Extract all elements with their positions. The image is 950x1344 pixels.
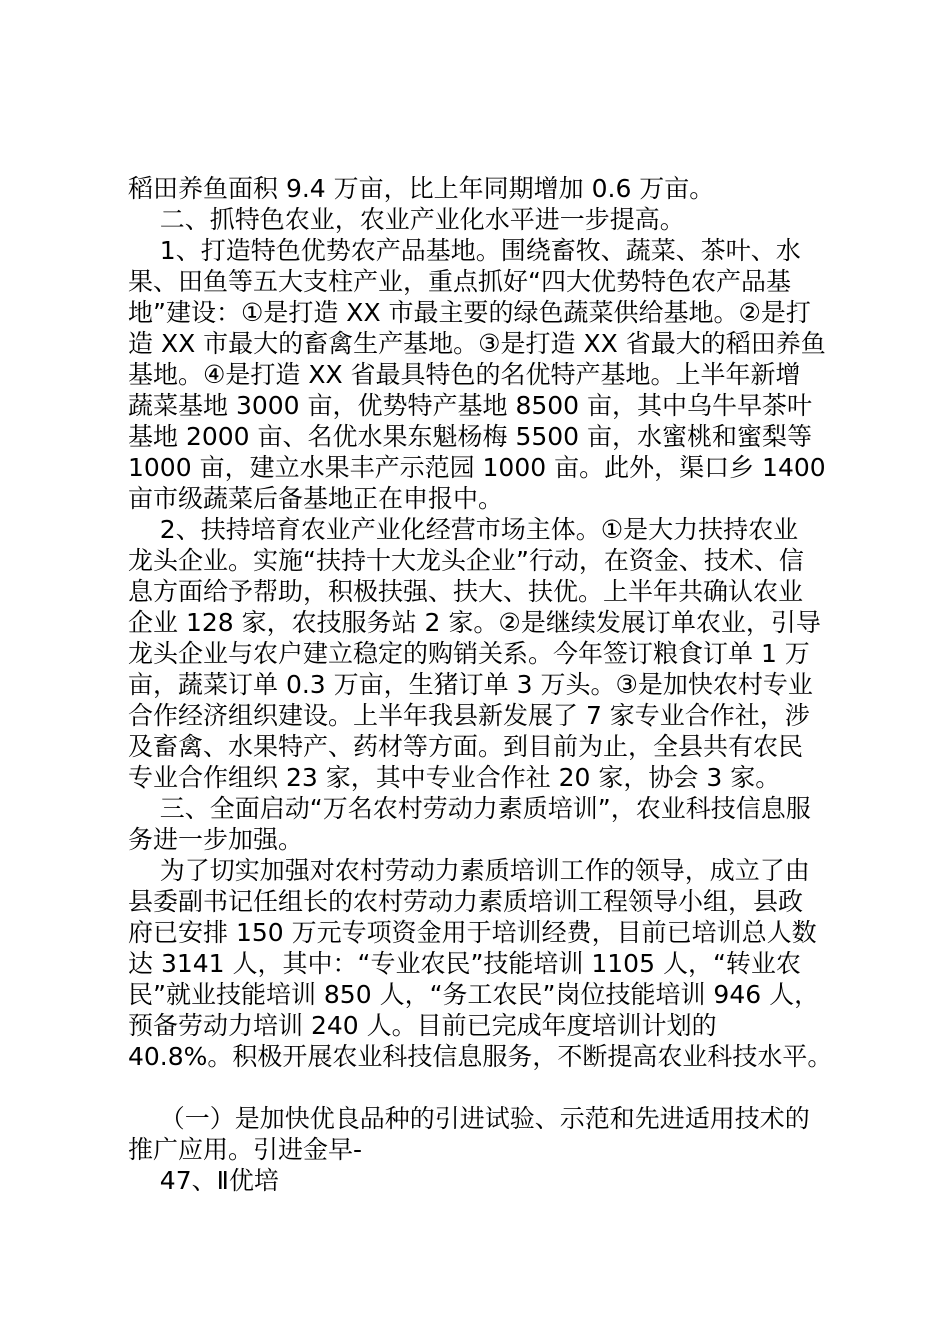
text-line: 47、Ⅱ优培 — [128, 1166, 279, 1195]
text-line: 40.8%。积极开展农业科技信息服务，不断提高农业科技水平。 — [128, 1042, 833, 1071]
text-line: 息方面给予帮助，积极扶强、扶大、扶优。上半年共确认农业 — [128, 577, 804, 606]
text-line: 1000 亩，建立水果丰产示范园 1000 亩。此外，渠口乡 1400 — [128, 453, 826, 482]
text-line: 府已安排 150 万元专项资金用于培训经费，目前已培训总人数 — [128, 918, 817, 947]
text-line: 稻田养鱼面积 9.4 万亩，比上年同期增加 0.6 万亩。 — [128, 174, 715, 203]
text-line: 亩市级蔬菜后备基地正在申报中。 — [128, 484, 504, 513]
text-line: （一）是加快优良品种的引进试验、示范和先进适用技术的 — [128, 1104, 810, 1133]
text-line: 三、全面启动“万名农村劳动力素质培训”，农业科技信息服 — [128, 794, 811, 823]
text-line: 龙头企业与农户建立稳定的购销关系。今年签订粮食订单 1 万 — [128, 639, 810, 668]
text-line: 蔬菜基地 3000 亩，优势特产基地 8500 亩，其中乌牛早茶叶 — [128, 391, 813, 420]
text-line: 达 3141 人，其中：“专业农民”技能培训 1105 人，“转业农 — [128, 949, 801, 978]
text-line: 地”建设：①是打造 XX 市最主要的绿色蔬菜供给基地。②是打 — [128, 298, 811, 327]
text-line: 为了切实加强对农村劳动力素质培训工作的领导，成立了由 — [128, 856, 810, 885]
text-line: 基地 2000 亩、名优水果东魁杨梅 5500 亩，水蜜桃和蜜梨等 — [128, 422, 813, 451]
text-line: 合作经济组织建设。上半年我县新发展了 7 家专业合作社，涉 — [128, 701, 810, 730]
text-line: 二、抓特色农业，农业产业化水平进一步提高。 — [128, 205, 685, 234]
text-line: 龙头企业。实施“扶持十大龙头企业”行动，在资金、技术、信 — [128, 546, 804, 575]
text-line: 1、打造特色优势农产品基地。围绕畜牧、蔬菜、茶叶、水 — [128, 236, 801, 265]
text-line: 专业合作组织 23 家，其中专业合作社 20 家，协会 3 家。 — [128, 763, 781, 792]
text-line: 预备劳动力培训 240 人。目前已完成年度培训计划的 — [128, 1011, 717, 1040]
text-line: 亩，蔬菜订单 0.3 万亩，生猪订单 3 万头。③是加快农村专业 — [128, 670, 813, 699]
text-line: 果、田鱼等五大支柱产业，重点抓好“四大优势特色农产品基 — [128, 267, 791, 296]
text-line: 造 XX 市最大的畜禽生产基地。③是打造 XX 省最大的稻田养鱼 — [128, 329, 826, 358]
text-line: 2、扶持培育农业产业化经营市场主体。①是大力扶持农业 — [128, 515, 799, 544]
text-line: 企业 128 家，农技服务站 2 家。②是继续发展订单农业，引导 — [128, 608, 821, 637]
text-line: 务进一步加强。 — [128, 825, 304, 854]
text-line: 推广应用。引进金早- — [128, 1135, 363, 1164]
text-line: 县委副书记任组长的农村劳动力素质培训工程领导小组，县政 — [128, 887, 804, 916]
text-line: 及畜禽、水果特产、药材等方面。到目前为止，全县共有农民 — [128, 732, 804, 761]
text-line: 基地。④是打造 XX 省最具特色的名优特产基地。上半年新增 — [128, 360, 801, 389]
text-line: 民”就业技能培训 850 人，“务工农民”岗位技能培训 946 人， — [128, 980, 820, 1009]
